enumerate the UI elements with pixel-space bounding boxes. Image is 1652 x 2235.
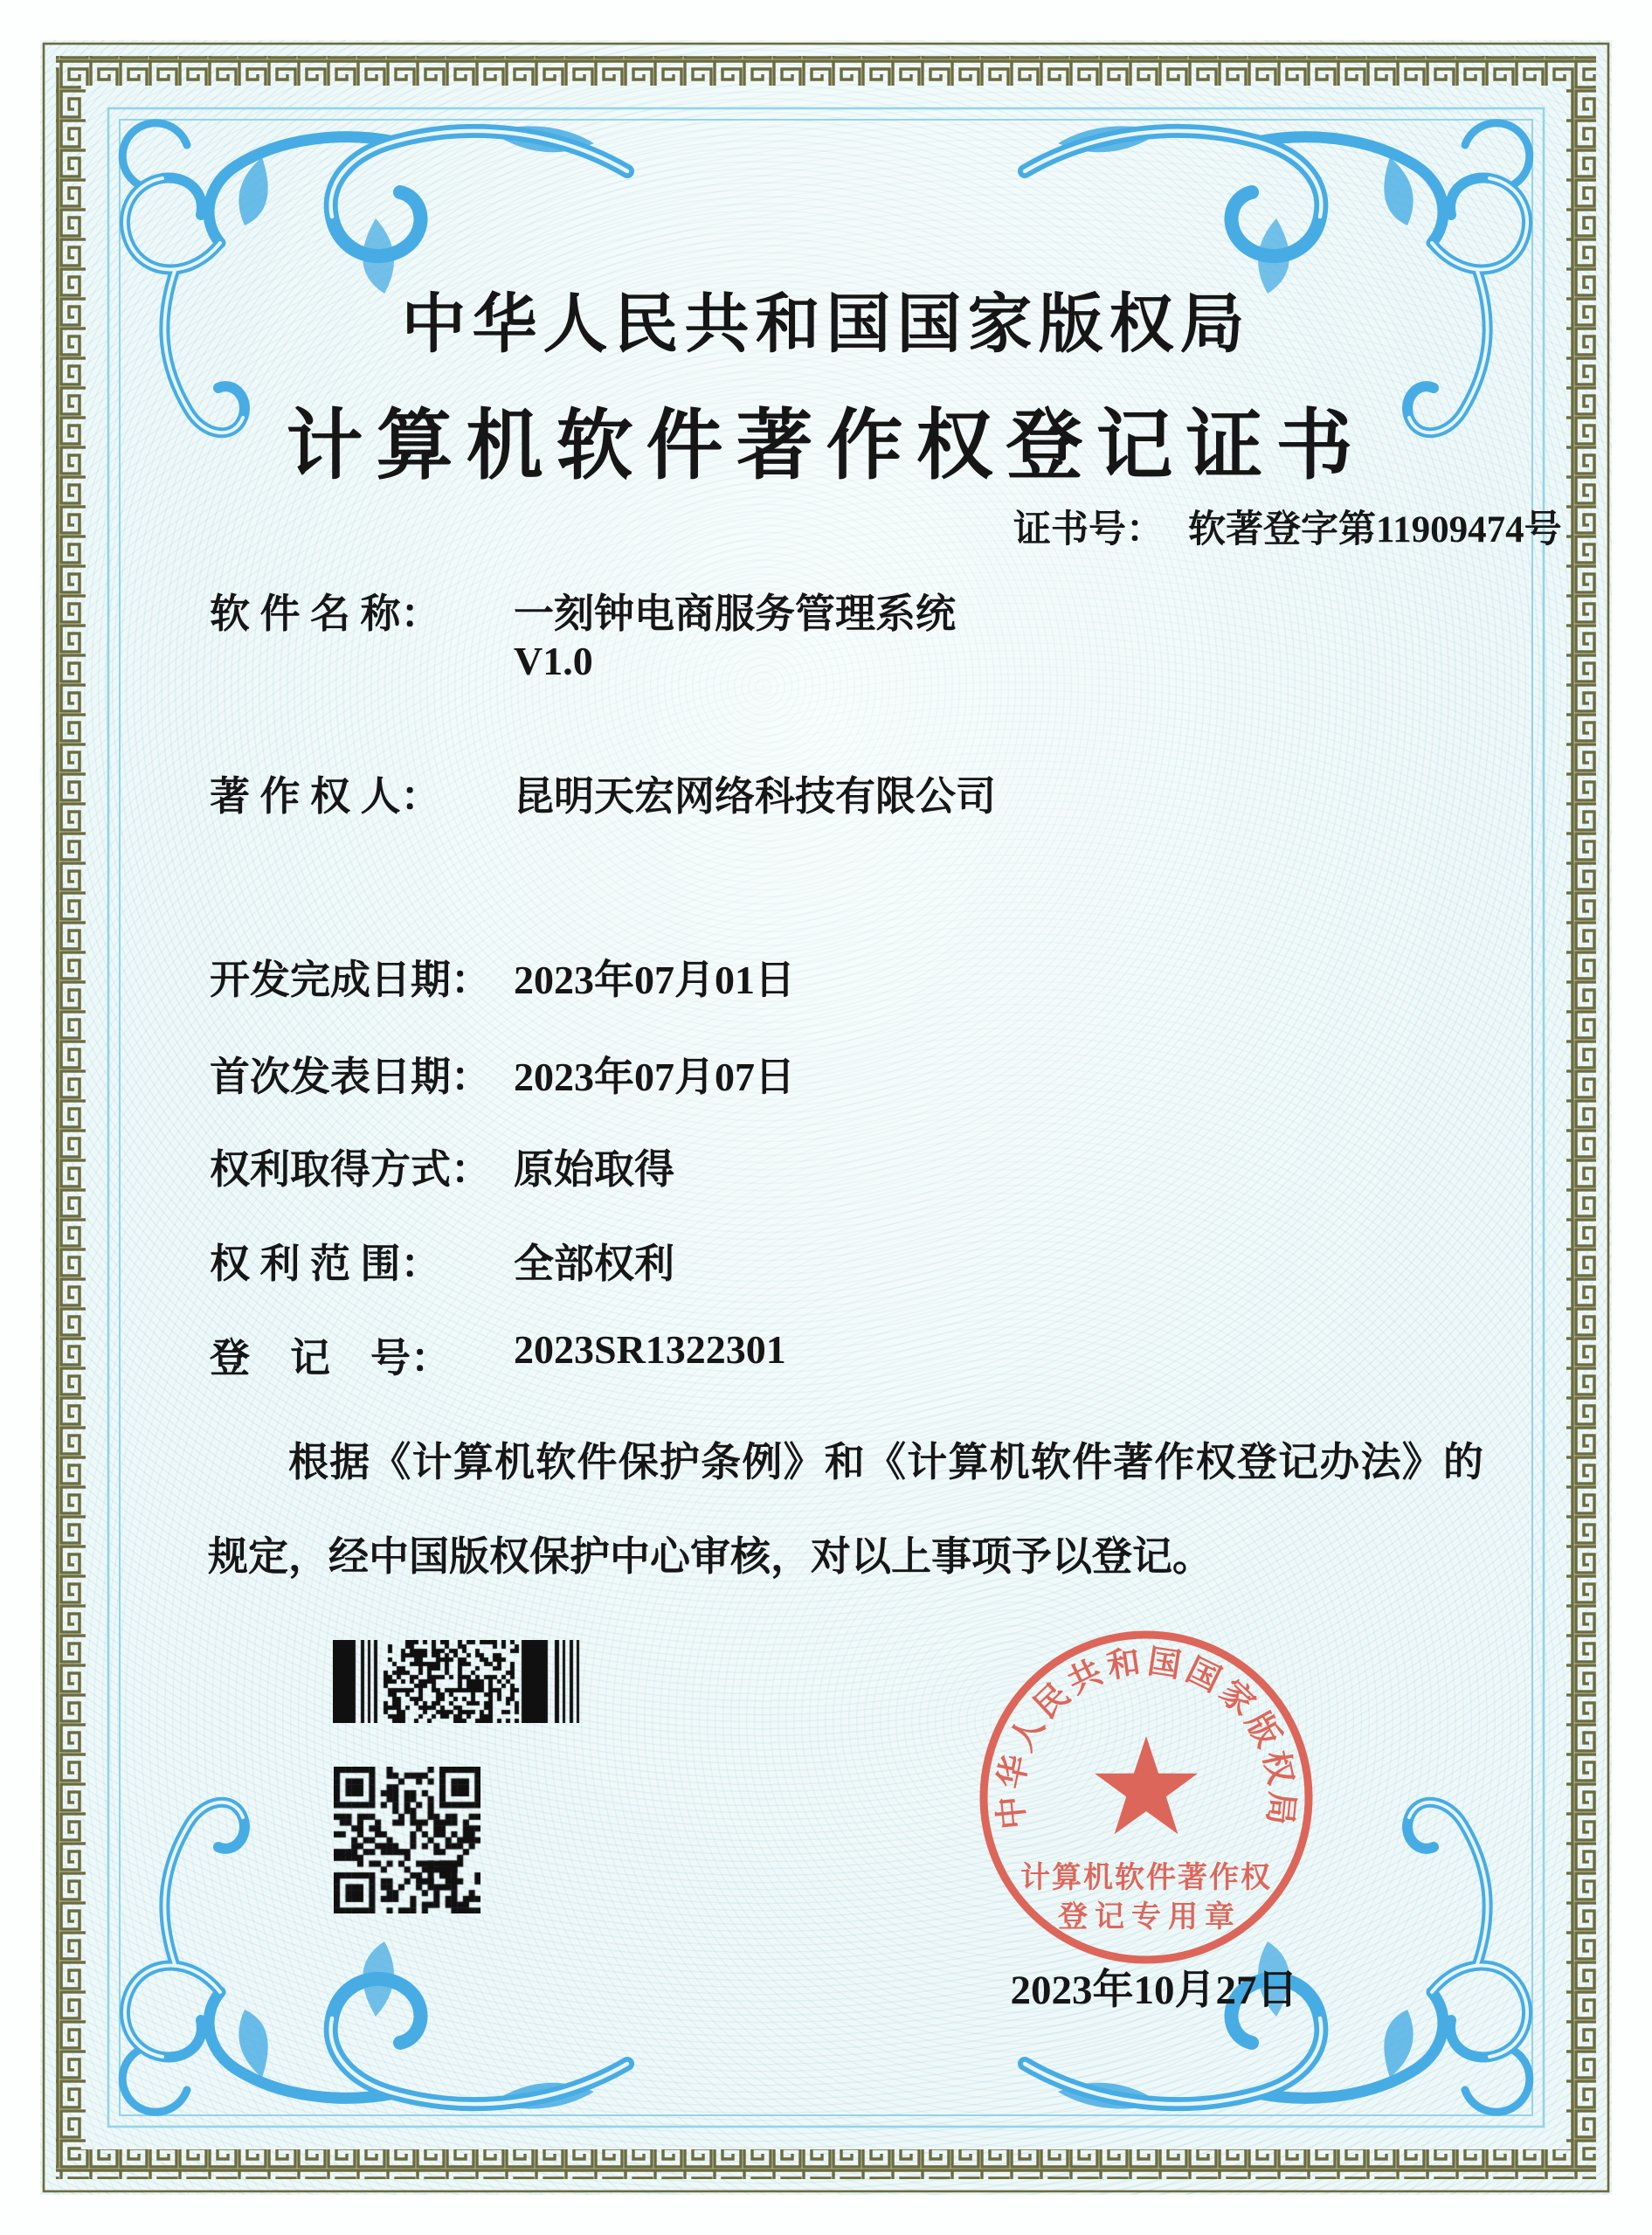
- registration-statement: 根据《计算机软件保护条例》和《计算机软件著作权登记办法》的规定，经中国版权保护中心审核，对以上事项予以登记。: [208, 1440, 1483, 1579]
- certificate-number-label: 证书号：: [1013, 509, 1164, 550]
- rights-scope-label: 权 利 范 围：: [210, 1242, 441, 1286]
- seal-arc-text: 中华人民共和国国家版权局: [992, 1643, 1301, 1831]
- dev-complete-date-label: 开发完成日期：: [210, 958, 491, 1002]
- copyright-owner-label: 著 作 权 人：: [210, 774, 441, 819]
- greek-key-band-top: [56, 56, 1596, 86]
- software-version-value: V1.0: [514, 639, 593, 683]
- official-seal: [976, 1627, 1317, 1968]
- seal-star-icon: [1095, 1736, 1198, 1834]
- rights-acquisition-label: 权利取得方式：: [210, 1147, 491, 1192]
- seal-caption-line2: 登记专用章: [1058, 1901, 1241, 1934]
- registration-number-value: 2023SR1322301: [514, 1327, 786, 1372]
- certificate-number-line: [1013, 500, 1562, 553]
- first-publish-date-label: 首次发表日期：: [210, 1055, 491, 1099]
- outer-rule-line: [44, 44, 1608, 2191]
- seal-caption-line1: 计算机软件著作权: [1020, 1862, 1272, 1894]
- software-name-label: 软 件 名 称：: [210, 592, 441, 636]
- software-name-value: 一刻钟电商服务管理系统: [514, 592, 956, 636]
- certificate-number-value: 软著登字第11909474号: [1188, 509, 1562, 550]
- qr-code: [334, 1767, 480, 1913]
- copyright-owner-value: 昆明天宏网络科技有限公司: [514, 774, 996, 819]
- issuing-authority-title: 中华人民共和国国家版权局: [401, 289, 1251, 361]
- greek-key-band-bottom: [56, 2149, 1596, 2179]
- registration-number-label: 登 记 号：: [210, 1336, 451, 1380]
- issue-date: 2023年10月27日: [1010, 1968, 1298, 2013]
- certificate-title: 计算机软件著作权登记证书: [286, 405, 1366, 489]
- rights-acquisition-value: 原始取得: [514, 1147, 674, 1192]
- dev-complete-date-value: 2023年07月01日: [514, 958, 795, 1002]
- barcode: [333, 1640, 582, 1723]
- rights-scope-value: 全部权利: [514, 1242, 674, 1286]
- first-publish-date-value: 2023年07月07日: [514, 1055, 795, 1099]
